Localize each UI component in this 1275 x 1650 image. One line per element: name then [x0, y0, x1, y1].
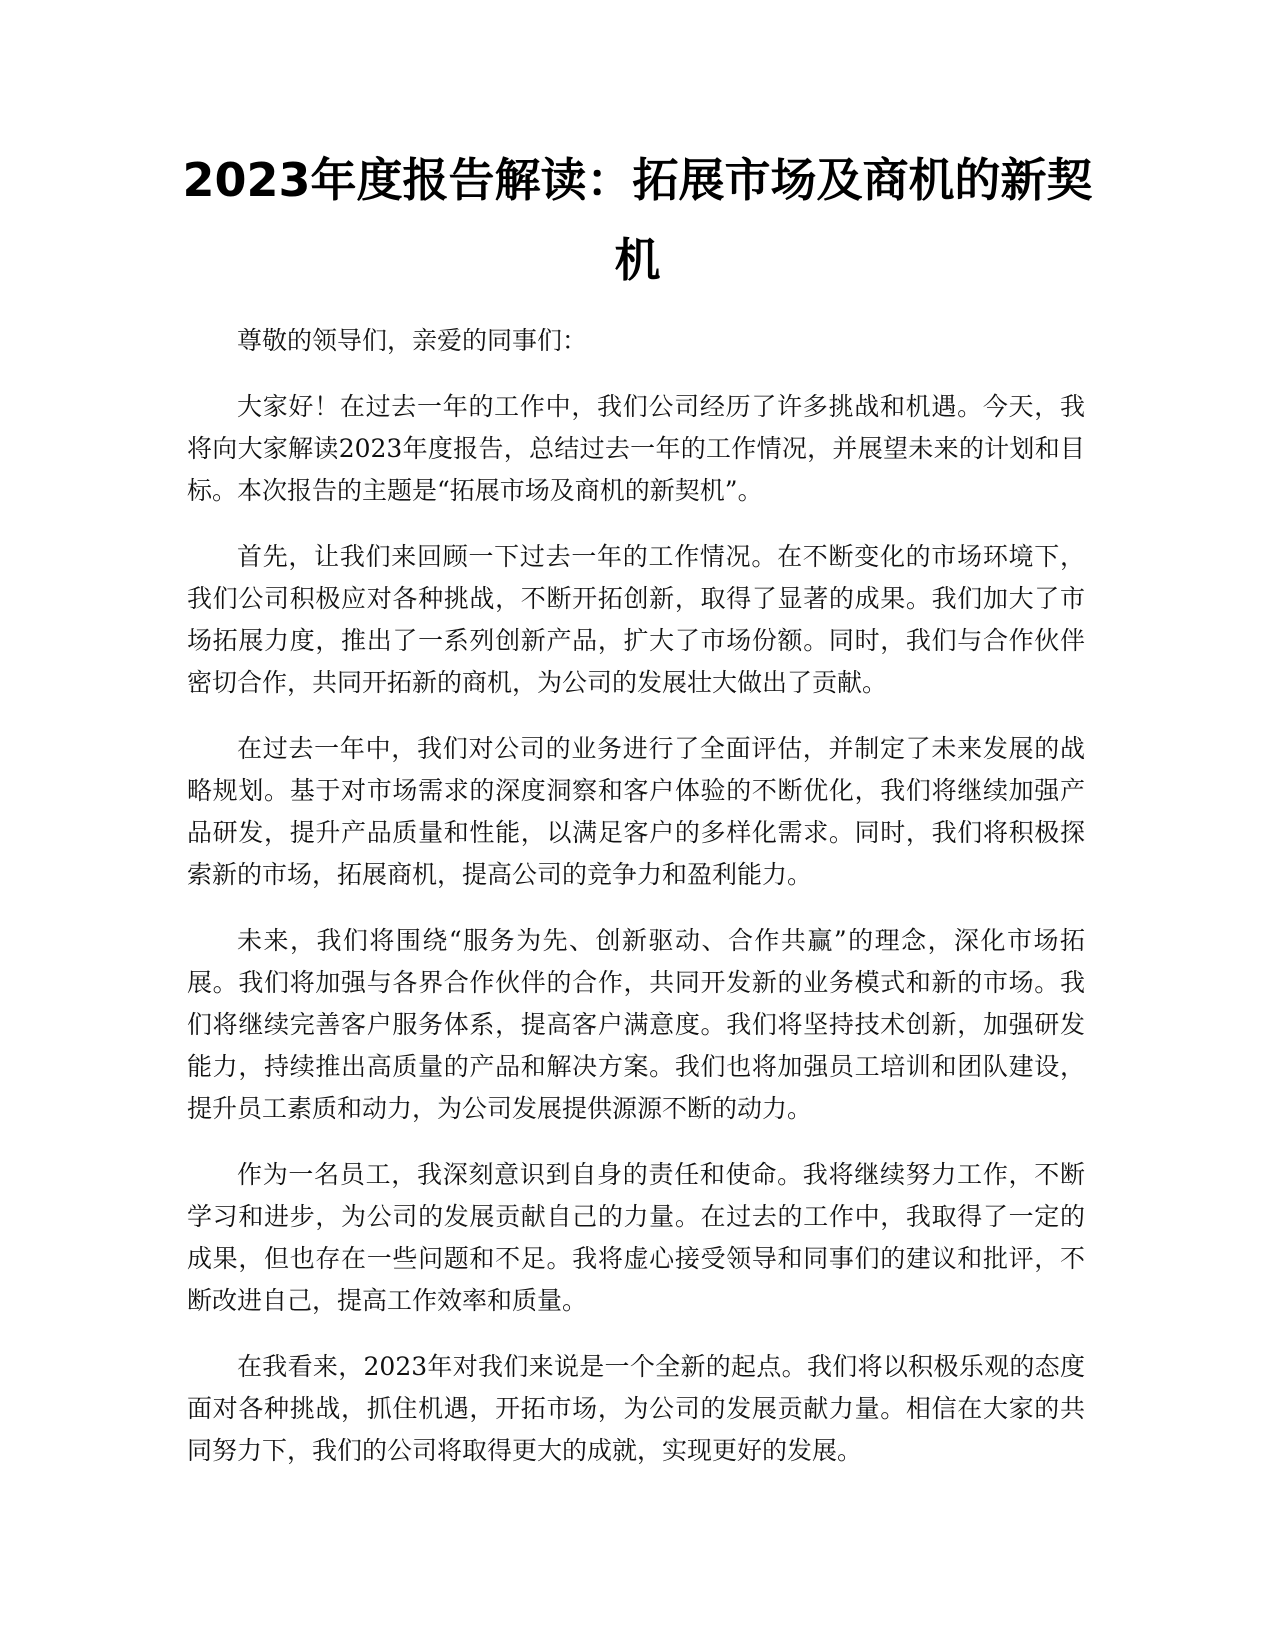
paragraph-personal: 作为一名员工，我深刻意识到自身的责任和使命。我将继续努力工作，不断学习和进步，为公司的发展贡献自己的力量。在过去的工作中，我取得了一定的成果，但也存在一些问题和不足。我将虚心接受领导和同事们的建议和批评，不断改进自己，提高工作效率和质量。: [187, 1160, 1085, 1315]
document-title: 2023年度报告解读：拓展市场及商机的新契机: [182, 153, 1093, 287]
paragraph-strategy: 在过去一年中，我们对公司的业务进行了全面评估，并制定了未来发展的战略规划。基于对市场需求的深度洞察和客户体验的不断优化，我们将继续加强产品研发，提升产品质量和性能，以满足客户的多样化需求。同时，我们将积极探索新的市场，拓展商机，提高公司的竞争力和盈利能力。: [187, 734, 1085, 889]
paragraph-intro: 大家好！在过去一年的工作中，我们公司经历了许多挑战和机遇。今天，我将向大家解读2023年度报告，总结过去一年的工作情况，并展望未来的计划和目标。本次报告的主题是“拓展市场及商机的新契机”。: [187, 392, 1085, 505]
paragraph-conclusion: 在我看来，2023年对我们来说是一个全新的起点。我们将以积极乐观的态度面对各种挑战，抓住机遇，开拓市场，为公司的发展贡献力量。相信在大家的共同努力下，我们的公司将取得更大的成就，实现更好的发展。: [187, 1352, 1085, 1465]
paragraph-review: 首先，让我们来回顾一下过去一年的工作情况。在不断变化的市场环境下，我们公司积极应对各种挑战，不断开拓创新，取得了显著的成果。我们加大了市场拓展力度，推出了一系列创新产品，扩大了市场份额。同时，我们与合作伙伴密切合作，共同开拓新的商机，为公司的发展壮大做出了贡献。: [187, 542, 1085, 697]
paragraph-greeting: 尊敬的领导们，亲爱的同事们：: [237, 326, 588, 355]
document-body: [187, 320, 1085, 1496]
paragraph-future: 未来，我们将围绕“服务为先、创新驱动、合作共赢”的理念，深化市场拓展。我们将加强与各界合作伙伴的合作，共同开发新的业务模式和新的市场。我们将继续完善客户服务体系，提高客户满意度。我们将坚持技术创新，加强研发能力，持续推出高质量的产品和解决方案。我们也将加强员工培训和团队建设，提升员工素质和动力，为公司发展提供源源不断的动力。: [187, 926, 1085, 1123]
